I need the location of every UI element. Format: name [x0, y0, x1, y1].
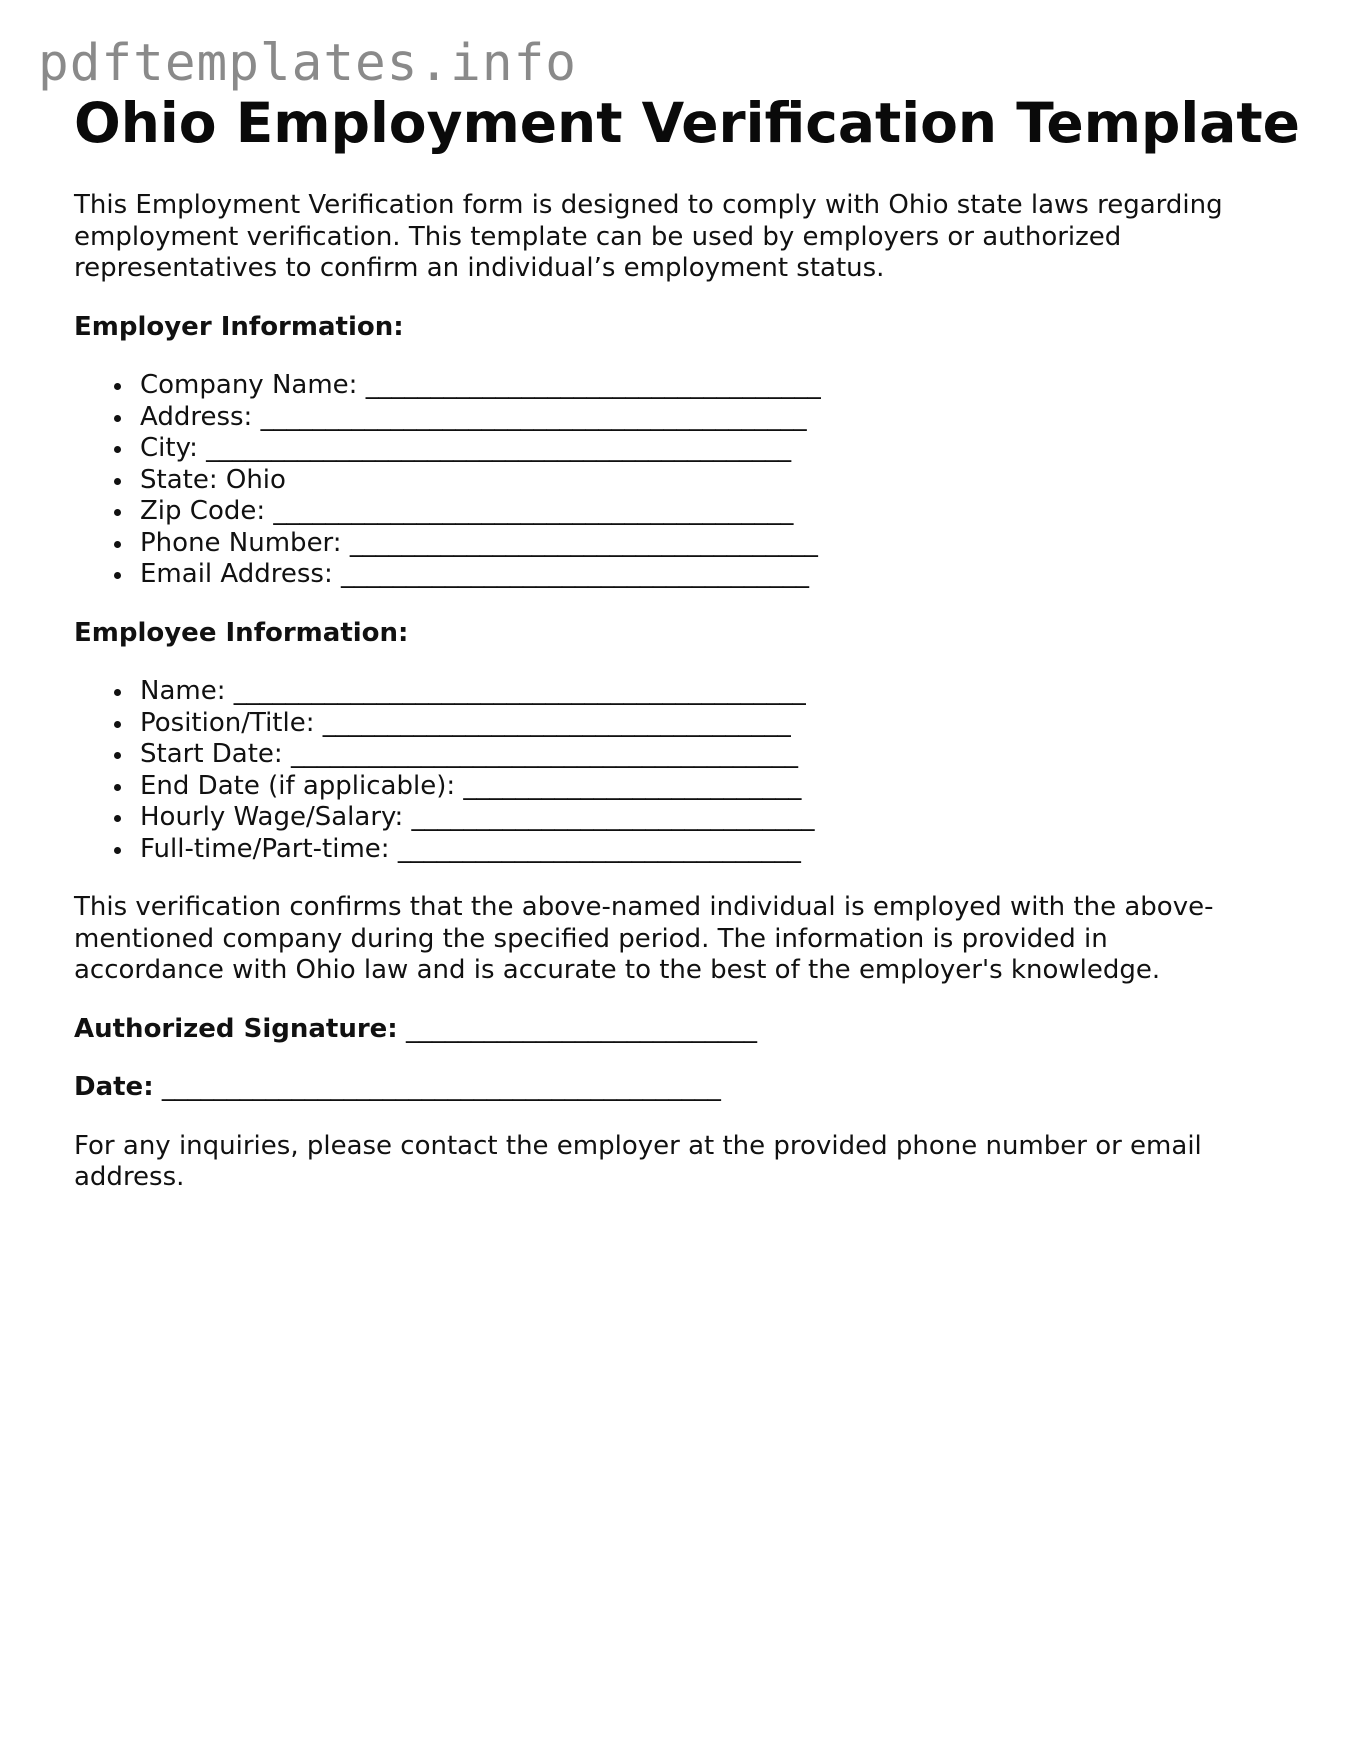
state-value: Ohio: [225, 464, 286, 495]
full-part-time-field: [140, 834, 1304, 866]
employer-section-heading: Employer Information:: [74, 311, 404, 342]
position-title-blank[interactable]: ____________________________________: [322, 707, 791, 738]
field-label: Company Name:: [140, 370, 358, 401]
contact-note: For any inquiries, please contact the employer at the provided phone number or email address.: [74, 1130, 1202, 1193]
field-label: Start Date:: [140, 739, 283, 770]
hourly-wage-salary-field: [140, 802, 1304, 834]
field-label: City:: [140, 433, 198, 464]
signature-label: Authorized Signature:: [74, 1013, 398, 1044]
verification-statement: This verification confirms that the above-named individual is employed with the above-mentioned company during the specified period. The information is provided in accordance with Ohio law and is accurate to the best of the employer's knowledge.: [74, 892, 1214, 986]
field-label: Position/Title:: [140, 707, 315, 738]
position-title-field: [140, 708, 1304, 740]
start-date-field: [140, 739, 1304, 771]
zip-code-blank[interactable]: ________________________________________: [273, 496, 794, 527]
date-label: Date:: [74, 1072, 154, 1103]
employee-name-blank[interactable]: ____________________________________________: [233, 676, 806, 707]
field-label: Phone Number:: [140, 527, 342, 558]
signature-line: [74, 1014, 1304, 1046]
employee-section-heading: Employee Information:: [74, 617, 409, 648]
city-blank[interactable]: _____________________________________________: [206, 433, 792, 464]
field-label: State:: [140, 464, 218, 495]
employee-name-field: [140, 676, 1304, 708]
company-name-blank[interactable]: ___________________________________: [365, 370, 821, 401]
field-label: Full-time/Part-time:: [140, 833, 390, 864]
phone-number-blank[interactable]: ____________________________________: [349, 527, 818, 558]
intro-paragraph: This Employment Verification form is designed to comply with Ohio state laws regarding employment verification. This template can be used by employers or authorized representatives to confirm an individual’s employment status.: [74, 190, 1223, 284]
end-date-field: [140, 771, 1304, 803]
signature-blank[interactable]: ___________________________: [405, 1013, 757, 1044]
employee-field-list: [74, 676, 1304, 865]
employer-field-list: [74, 370, 1304, 591]
document-page: [74, 92, 1304, 1194]
zip-code-field: [140, 496, 1304, 528]
field-label: Hourly Wage/Salary:: [140, 802, 404, 833]
email-address-blank[interactable]: ____________________________________: [340, 559, 809, 590]
date-line: [74, 1072, 1304, 1104]
field-label: Address:: [140, 401, 253, 432]
page-title: Ohio Employment Verification Template: [74, 91, 1300, 155]
end-date-blank[interactable]: __________________________: [463, 770, 802, 801]
phone-number-field: [140, 528, 1304, 560]
state-field: [140, 465, 1304, 497]
field-label: Name:: [140, 676, 226, 707]
watermark: pdftemplates.info: [38, 34, 577, 93]
full-part-time-blank[interactable]: _______________________________: [397, 833, 801, 864]
field-label: End Date (if applicable):: [140, 770, 456, 801]
email-address-field: [140, 559, 1304, 591]
field-label: Email Address:: [140, 559, 333, 590]
address-blank[interactable]: __________________________________________: [260, 401, 807, 432]
start-date-blank[interactable]: _______________________________________: [290, 739, 798, 770]
date-blank[interactable]: ___________________________________________: [161, 1072, 721, 1103]
hourly-wage-salary-blank[interactable]: _______________________________: [411, 802, 815, 833]
field-label: Zip Code:: [140, 496, 266, 527]
address-field: [140, 402, 1304, 434]
company-name-field: [140, 370, 1304, 402]
city-field: [140, 433, 1304, 465]
